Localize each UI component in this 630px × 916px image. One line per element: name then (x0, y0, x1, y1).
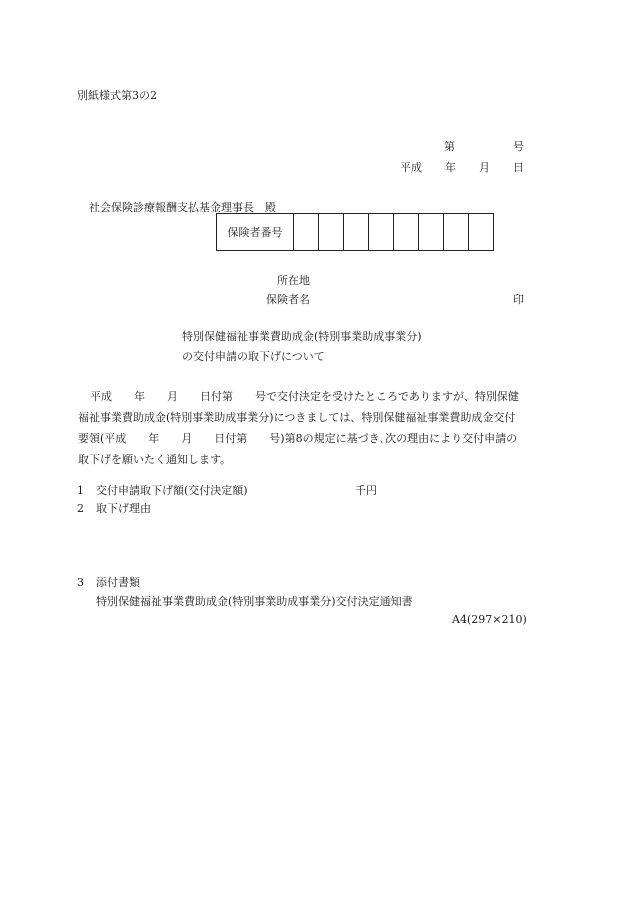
body-month: 月 (167, 390, 178, 403)
body-year: 年 (134, 390, 145, 403)
body-line-1 (78, 386, 532, 407)
insurer-number-digit-box[interactable] (319, 214, 344, 251)
item-2-label: 取下げ理由 (96, 502, 151, 515)
address-label: 所在地 (277, 274, 310, 287)
body-line-3-day-no: 日付第 (214, 432, 248, 445)
body-line-2: 福祉事業費助成金(特別事業助成事業分)につきましては、特別保健福祉事業費助成金交付 (78, 411, 516, 424)
body-day-no: 日付第 (200, 390, 233, 403)
insurer-number-digit-box[interactable] (419, 214, 444, 251)
body-line-1-rest: 号で交付決定を受けたところでありますが、特別保健 (255, 390, 519, 403)
date-month: 月 (479, 161, 490, 174)
body-era: 平成 (90, 390, 112, 403)
insurer-number-label: 保険者番号 (217, 214, 294, 251)
body-paragraph (78, 386, 532, 470)
item-3-number: 3 (77, 576, 84, 589)
date-day: 日 (513, 161, 524, 174)
title-line-1: 特別保健福祉事業費助成金(特別事業助成事業分) (182, 330, 422, 343)
insurer-number-digit-box[interactable] (469, 214, 494, 251)
body-line-3-month: 月 (181, 432, 193, 445)
insurer-number-digit-box[interactable] (369, 214, 394, 251)
title-line-2: の交付申請の取下げについて (182, 350, 325, 363)
item-2-number: 2 (77, 502, 84, 515)
body-line-3-start: 要領(平成 (78, 432, 127, 445)
item-1-unit: 千円 (355, 484, 377, 497)
doc-number-go: 号 (513, 140, 524, 153)
body-line-3 (78, 428, 532, 449)
addressee: 社会保険診療報酬支払基金理事長 殿 (89, 201, 276, 214)
item-3-label: 添付書類 (96, 576, 140, 589)
item-1-label: 交付申請取下げ額(交付決定額) (96, 484, 248, 497)
form-number: 別紙様式第3の2 (77, 89, 157, 102)
doc-number-dai: 第 (444, 140, 455, 153)
date-year: 年 (445, 161, 456, 174)
item-1-number: 1 (77, 484, 84, 497)
body-line-3-rest: 号)第8の規定に基づき､次の理由により交付申請の (269, 432, 518, 445)
body-line-3-year: 年 (148, 432, 160, 445)
insurer-name-label: 保険者名 (266, 293, 310, 306)
insurer-number-digit-box[interactable] (294, 214, 319, 251)
insurer-number-table (216, 213, 494, 251)
seal-mark: 印 (513, 293, 524, 306)
date-era: 平成 (400, 161, 422, 174)
insurer-number-digit-box[interactable] (394, 214, 419, 251)
body-line-4: 取下げを願いたく通知します。 (78, 453, 232, 466)
insurer-number-digit-box[interactable] (444, 214, 469, 251)
insurer-number-digit-box[interactable] (344, 214, 369, 251)
item-3-detail: 特別保健福祉事業費助成金(特別事業助成事業分)交付決定通知書 (96, 595, 413, 608)
paper-size: A4(297×210) (452, 613, 527, 626)
